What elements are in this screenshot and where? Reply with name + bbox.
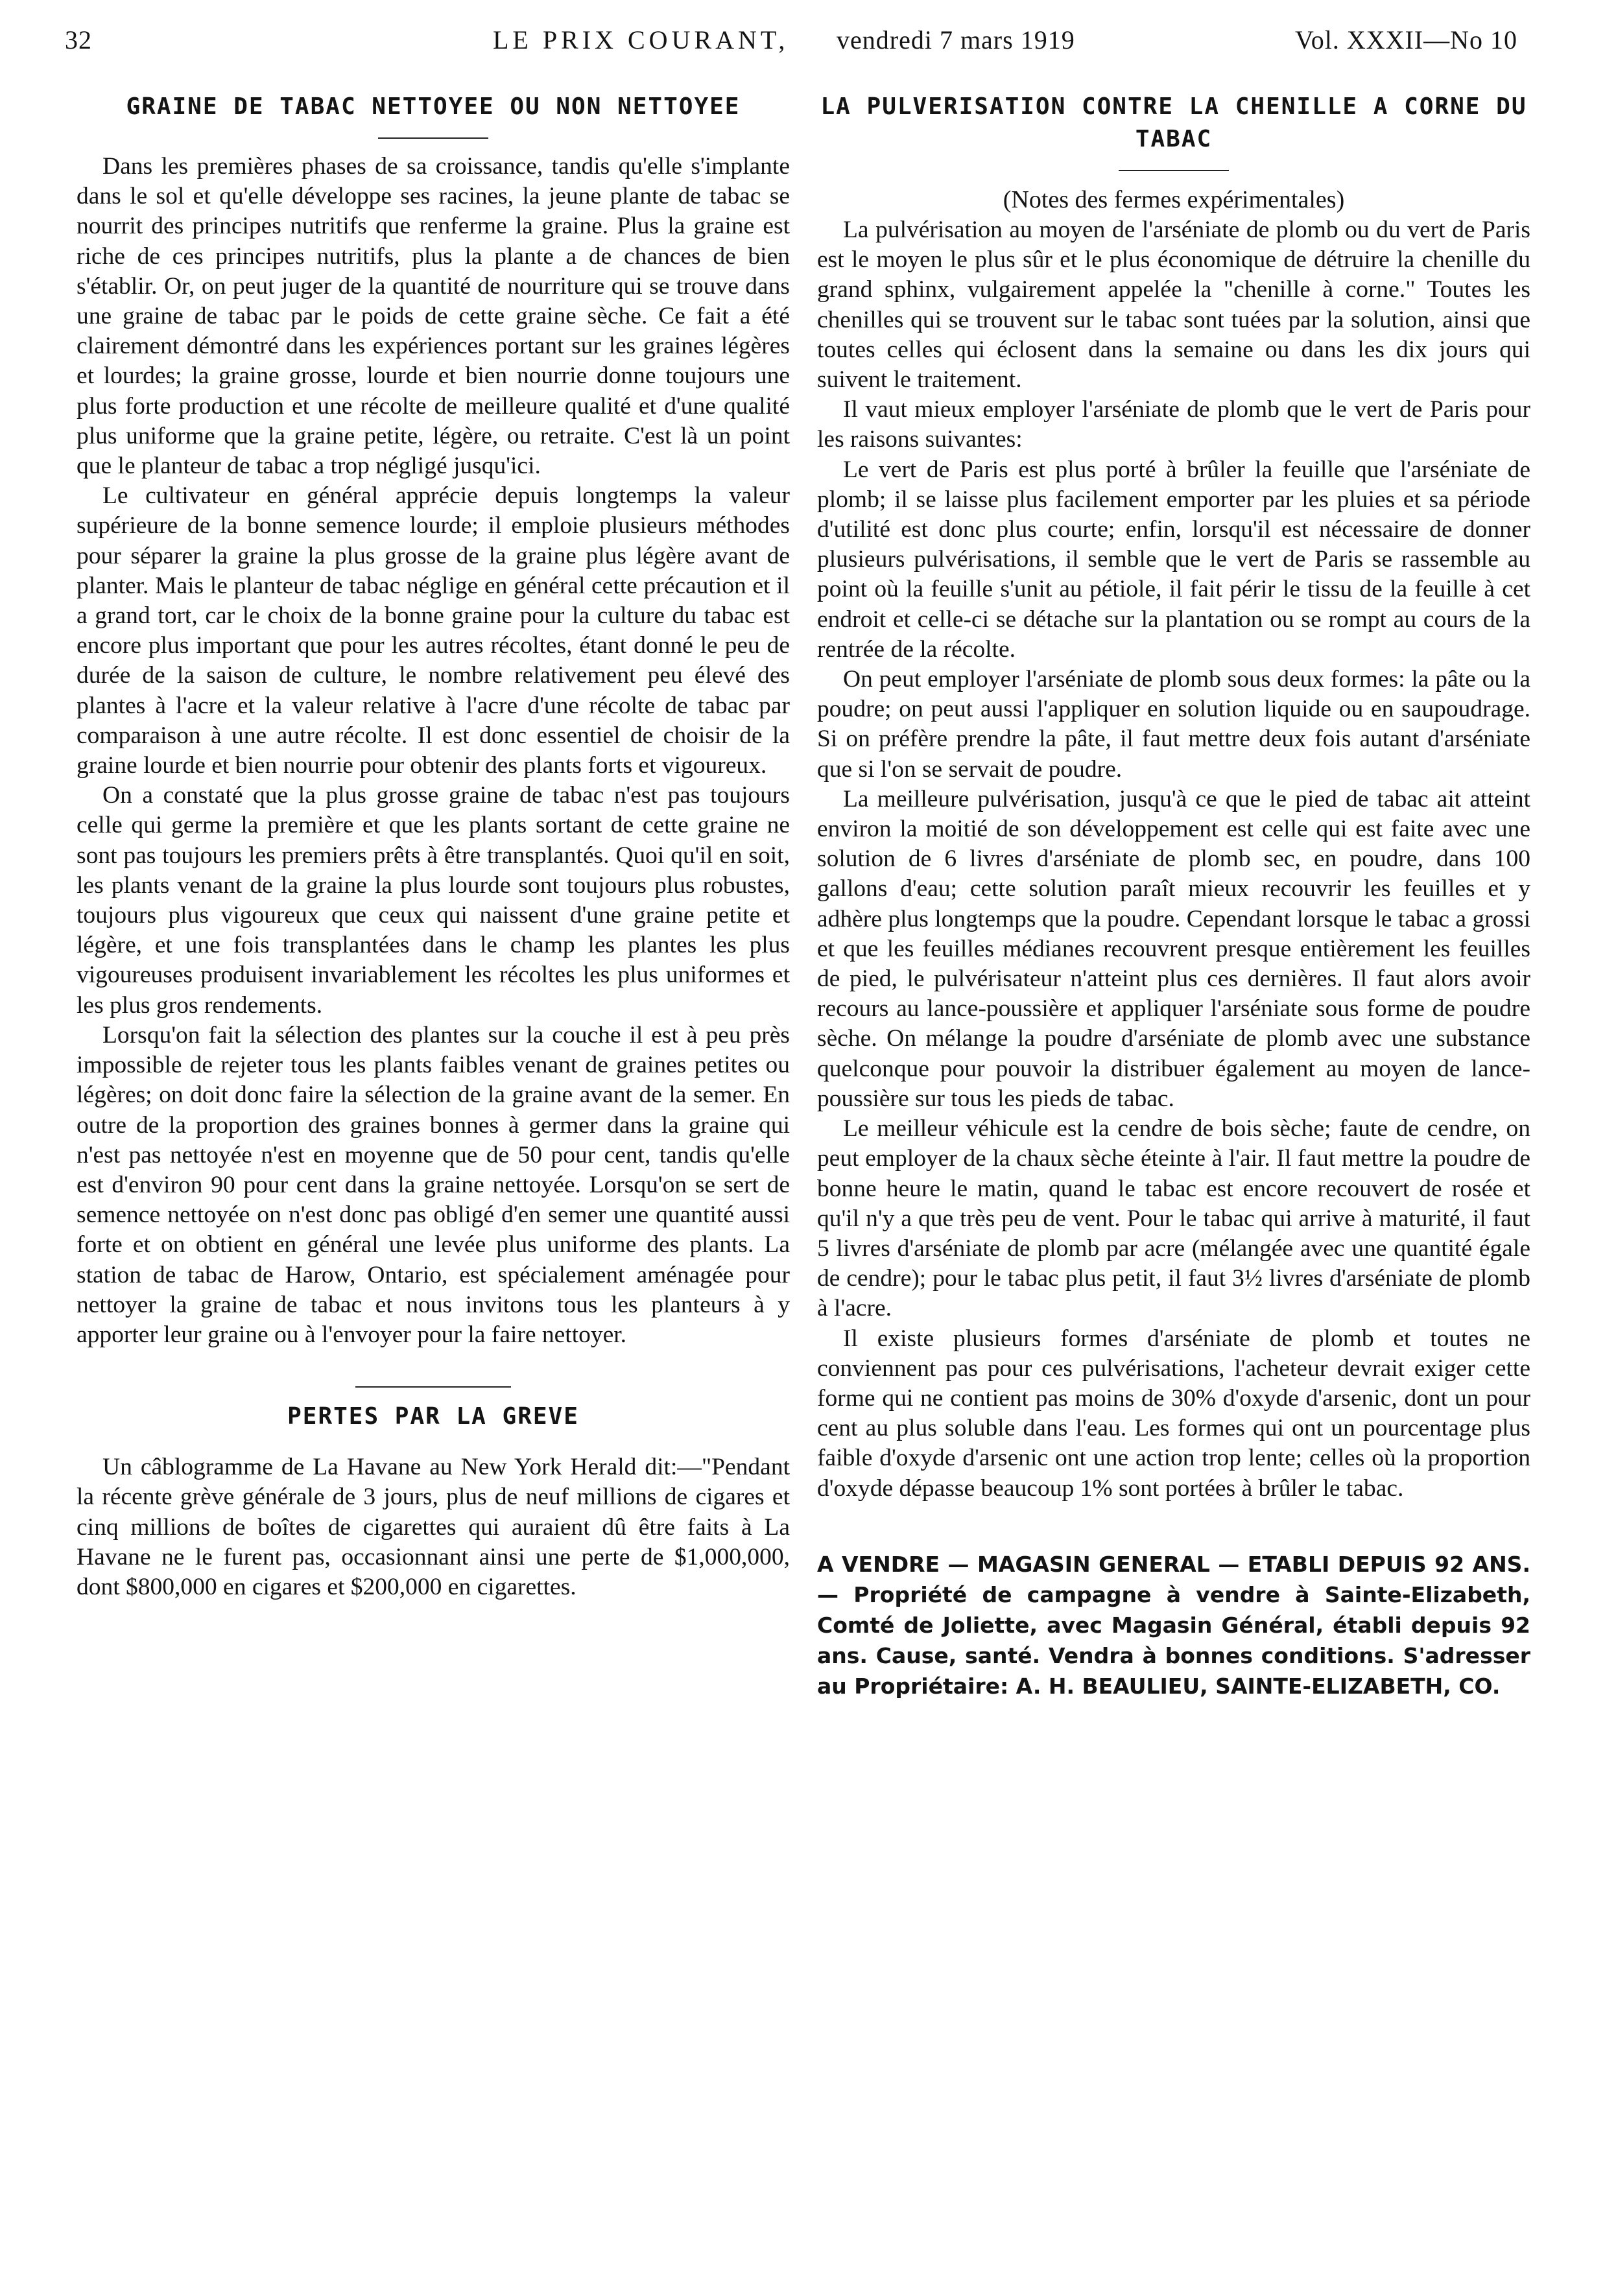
page-header [65, 18, 1517, 70]
title-divider [378, 137, 488, 139]
article-paragraph: On peut employer l'arséniate de plomb sous deux formes: la pâte ou la poudre; on peut aussi l'appliquer en solution liquide ou en saupoudrage. Si on préfère prendre la pâte, il faut mettre deux fois autant d'arséniate que si l'on se servait de poudre. [817, 666, 1530, 783]
article-paragraph: Il vaut mieux employer l'arséniate de plomb que le vert de Paris pour les raisons suivantes: [817, 396, 1530, 453]
article-paragraph: La meilleure pulvérisation, jusqu'à ce que le pied de tabac ait atteint environ la moitié de son développement est celle qui est faite avec une solution de 6 livres d'arséniate de plomb sec, en poudre, dans 100 gallons d'eau; cette solution paraît mieux recouvrir les feuilles et y adhère plus longtemps que la poudre. Cependant lorsque le tabac a grossi et que les feuilles médianes recouvrent presque entièrement les feuilles de pied, le pulvérisateur n'atteint plus ces dernières. Il faut alors avoir recours au lance-poussière et appliquer l'arséniate sous forme de poudre sèche. On mélange la poudre d'arséniate de plomb avec une substance quelconque pour pouvoir la distribuer également au moyen de lance-poussière sur tous les pieds de tabac. [817, 785, 1530, 1112]
journal-name: LE PRIX COURANT, [493, 25, 789, 54]
issue-date: vendredi 7 mars 1919 [837, 25, 1075, 54]
left-column [77, 91, 790, 1602]
article-paragraph: Lorsqu'on fait la sélection des plantes sur la couche il est à peu près impossible de rejeter tous les plants faibles venant de graines petites ou légères; on doit donc faire la sélection de la graine avant de la semer. En outre de la proportion des graines bonnes à germer dans la graine qui n'est pas nettoyée n'est en moyenne que de 50 pour cent, tandis qu'elle est d'environ 90 pour cent dans la graine nettoyée. Lorsqu'on se sert de semence nettoyée on n'est donc pas obligé d'en semer une quantité aussi forte et on obtient en général une levée plus uniforme des plants. La station de tabac de Harow, Ontario, est spécialement aménagée pour nettoyer la graine de tabac et nous invitons tous les planteurs à y apporter leur graine ou à l'envoyer pour la faire nettoyer. [77, 1021, 790, 1348]
article-title-graine: GRAINE DE TABAC NETTOYEE OU NON NETTOYEE [126, 93, 741, 120]
classified-advertisement: A VENDRE — MAGASIN GENERAL — ETABLI DEPUIS 92 ANS. — Propriété de campagne à vendre à Sainte-Elizabeth, Comté de Joliette, avec Magasin Général, établi depuis 92 ans. Cause, santé. Vendra à bonnes conditions. S'adresser au Propriétaire: A. H. BEAULIEU, SAINTE-ELIZABETH, CO. [817, 1551, 1530, 1699]
article-title-pulverisation: LA PULVERISATION CONTRE LA CHENILLE A CORNE DU TABAC [820, 93, 1527, 152]
article-paragraph: Dans les premières phases de sa croissance, tandis qu'elle s'implante dans le sol et qu'elle développe ses racines, la jeune plante de tabac se nourrit des principes nutritifs que renferme la graine. Plus la graine est riche de ces principes nutritifs, plus la plante a de chances de bien s'établir. Or, on peut juger de la quantité de nourriture qui se trouve dans une graine de tabac par le poids de cette graine sèche. Ce fait a été clairement démontré dans les expériences portant sur les graines légères et lourdes; la graine grosse, lourde et bien nourrie donne toujours une plus forte production et une récolte de meilleure qualité et d'une qualité plus uniforme que la graine petite, légère, ou retraite. C'est là un point que le planteur de tabac a trop négligé jusqu'ici. [77, 153, 790, 480]
article-subtitle: (Notes des fermes expérimentales) [1003, 186, 1345, 213]
article-paragraph: Le cultivateur en général apprécie depuis longtemps la valeur supérieure de la bonne semence lourde; il emploie plusieurs méthodes pour séparer la graine la plus grosse de la graine plus légère avant de planter. Mais le planteur de tabac néglige en général cette précaution et il a grand tort, car le choix de la bonne graine pour la culture du tabac est encore plus important que pour les autres récoltes, étant donné le peu de durée de la saison de culture, le nombre relativement peu élevé des plantes à l'acre et la valeur relative à l'acre d'une récolte de tabac par comparaison à une autre récolte. Il est donc essentiel de choisir de la graine lourde et bien nourrie pour obtenir des plants forts et vigoureux. [77, 482, 790, 779]
article-paragraph: Le vert de Paris est plus porté à brûler la feuille que l'arséniate de plomb; il se laisse plus facilement emporter par les pluies et sa période d'utilité est donc plus courte; enfin, lorsqu'il est nécessaire de donner plusieurs pulvérisations, il semble que le vert de Paris se rassemble au point où la feuille s'unit au pétiole, il fait périr le tissu de la feuille à cet endroit et celle-ci se détache sur la plantation ou se rompt au cours de la rentrée de la récolte. [817, 456, 1530, 663]
article-paragraph: La pulvérisation au moyen de l'arséniate de plomb ou du vert de Paris est le moyen le plus sûr et le plus économique de détruire la chenille du grand sphinx, vulgairement appelée la "chenille à corne." Toutes les chenilles qui se trouvent sur le tabac sont tuées par la solution, ainsi que toutes celles qui éclosent dans la semaine ou dans les dix jours qui suivent le traitement. [817, 217, 1530, 394]
volume-number: Vol. XXXII—No 10 [1294, 25, 1517, 54]
section-divider [355, 1386, 511, 1388]
page-number: 32 [65, 25, 92, 54]
article-paragraph: Un câblogramme de La Havane au New York Herald dit:—"Pendant la récente grève générale de 3 jours, plus de neuf millions de cigares et cinq millions de boîtes de cigarettes qui auraient dû être faits à La Havane ne le furent pas, occasionnant ainsi une perte de $1,000,000, dont $800,000 en cigares et $200,000 en cigarettes. [77, 1454, 790, 1600]
article-paragraph: Il existe plusieurs formes d'arséniate de plomb et toutes ne conviennent pas pour ces pulvérisations, l'acheteur devrait exiger cette forme qui ne contient pas moins de 30% d'oxyde d'arsenic, dont un pour cent au plus soluble dans l'eau. Les formes qui ont un pourcentage plus faible d'oxyde d'arsenic ont une action trop lente; celles où la proportion d'oxyde dépasse beaucoup 1% sont portées à brûler le tabac. [817, 1325, 1530, 1502]
article-title-pertes: PERTES PAR LA GREVE [287, 1403, 579, 1430]
title-divider [1119, 170, 1229, 171]
right-column [817, 91, 1530, 1701]
article-paragraph: Le meilleur véhicule est la cendre de bois sèche; faute de cendre, on peut employer de la chaux sèche éteinte à l'air. Il faut mettre la poudre de bonne heure le matin, quand le tabac est encore recouvert de rosée et qu'il n'y a que très peu de vent. Pour le tabac qui arrive à maturité, il faut 5 livres d'arséniate de plomb par acre (mélangée avec une quantité égale de cendre); pour le tabac plus petit, il faut 3½ livres d'arséniate de plomb à l'acre. [817, 1115, 1530, 1322]
article-paragraph: On a constaté que la plus grosse graine de tabac n'est pas toujours celle qui germe la première et que les plants sortant de cette graine ne sont pas toujours les premiers prêts à être transplantés. Quoi qu'il en soit, les plants venant de la graine la plus lourde sont toujours plus robustes, toujours plus vigoureux que ceux qui naissent d'une graine petite et légère, et une fois transplantées dans le champ les plantes les plus vigoureuses produisent invariablement les récoltes les plus uniformes et les plus gros rendements. [77, 782, 790, 1019]
